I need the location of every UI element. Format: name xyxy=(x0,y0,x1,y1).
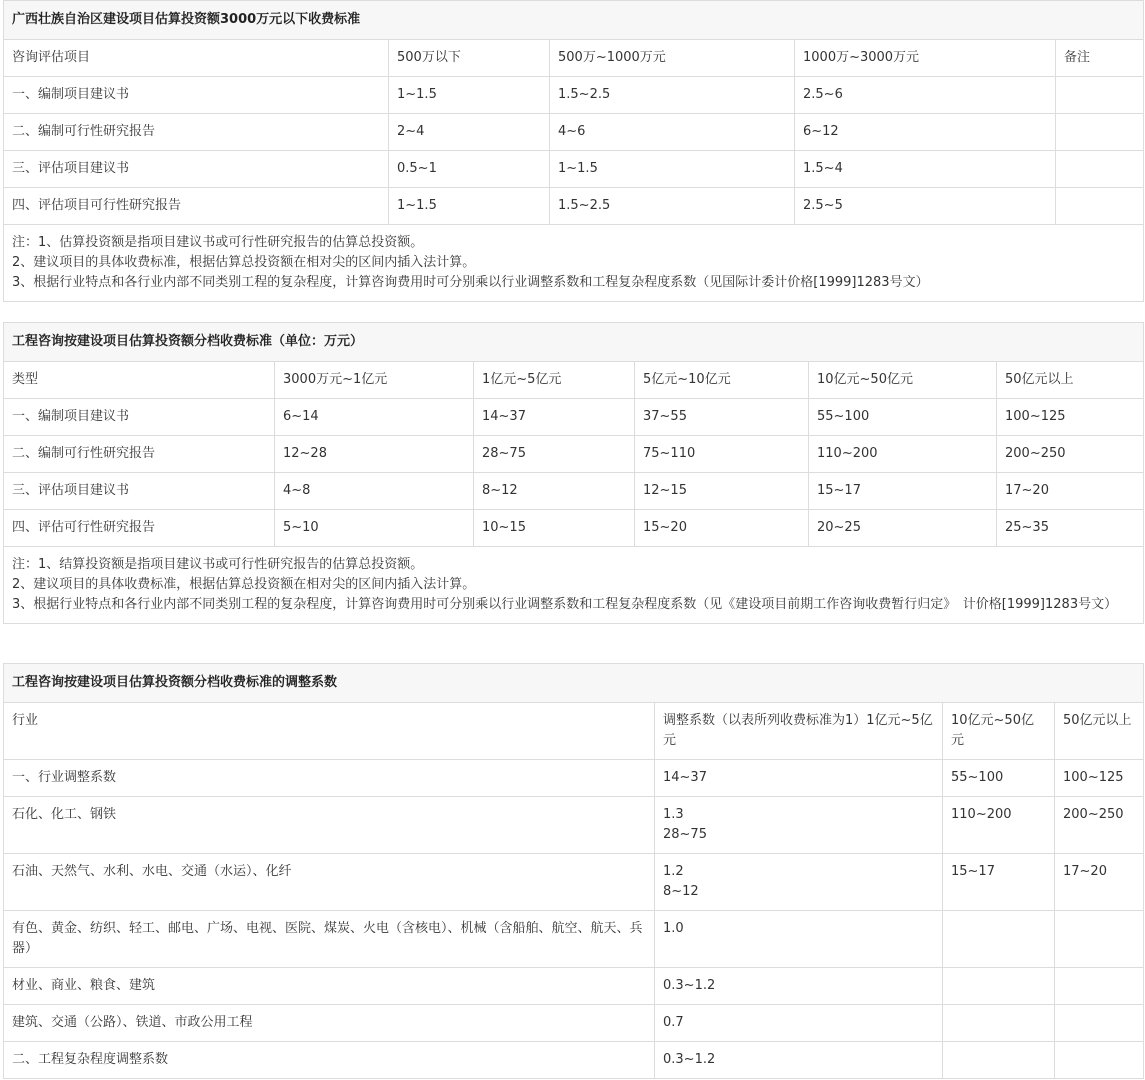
table-cell: 0.3~1.2 xyxy=(655,1042,943,1079)
table-cell xyxy=(1056,77,1144,114)
table-cell: 25~35 xyxy=(997,510,1144,547)
table-cell: 5~10 xyxy=(275,510,474,547)
note-line: 2、建议项目的具体收费标准，根据估算总投资额在相对尖的区间内插入法计算。 xyxy=(12,577,476,592)
table-cell: 200~250 xyxy=(1055,797,1144,854)
table-cell: 37~55 xyxy=(635,399,809,436)
table-cell: 1~1.5 xyxy=(550,151,795,188)
table-cell: 110~200 xyxy=(943,797,1055,854)
table-cell: 4~8 xyxy=(275,473,474,510)
table-row xyxy=(4,436,1144,473)
table-cell: 1.5~2.5 xyxy=(550,188,795,225)
table-header-row xyxy=(4,703,1144,760)
table-cell: 有色、黄金、纺织、轻工、邮电、广场、电视、医院、煤炭、火电（含核电）、机械（含船舶、航空、航天、兵器） xyxy=(4,911,655,968)
table-cell: 建筑、交通（公路）、铁道、市政公用工程 xyxy=(4,1005,655,1042)
fee-standard-table-guangxi xyxy=(3,0,1144,302)
table-cell: 55~100 xyxy=(809,399,997,436)
table-cell: 2.5~6 xyxy=(795,77,1056,114)
table-cell: 12~28 xyxy=(275,436,474,473)
table-row xyxy=(4,510,1144,547)
table-cell: 1.5~4 xyxy=(795,151,1056,188)
table-cell: 四、评估可行性研究报告 xyxy=(4,510,275,547)
table-cell: 200~250 xyxy=(997,436,1144,473)
table-cell xyxy=(1055,1042,1144,1079)
table-title: 工程咨询按建设项目估算投资额分档收费标准（单位：万元） xyxy=(4,323,1144,362)
fee-standard-table-by-investment xyxy=(3,322,1144,624)
header-cell: 行业 xyxy=(4,703,655,760)
table-cell: 三、评估项目建议书 xyxy=(4,151,389,188)
table-cell: 1.2 8~12 xyxy=(655,854,943,911)
header-cell: 500万~1000万元 xyxy=(550,40,795,77)
table-header-row xyxy=(4,362,1144,399)
table-cell xyxy=(1056,151,1144,188)
table-notes xyxy=(4,547,1144,624)
header-cell: 10亿元~50亿元 xyxy=(809,362,997,399)
table-cell: 6~12 xyxy=(795,114,1056,151)
header-cell: 1亿元~5亿元 xyxy=(474,362,635,399)
header-cell: 备注 xyxy=(1056,40,1144,77)
table-cell: 1.3 28~75 xyxy=(655,797,943,854)
table-cell: 8~12 xyxy=(474,473,635,510)
table-cell: 14~37 xyxy=(474,399,635,436)
note-line: 注：1、估算投资额是指项目建议书或可行性研究报告的估算总投资额。 xyxy=(12,235,424,250)
table-cell: 15~17 xyxy=(809,473,997,510)
table-cell: 二、工程复杂程度调整系数 xyxy=(4,1042,655,1079)
adjustment-coefficient-table xyxy=(3,663,1144,1079)
header-cell: 调整系数（以表所列收费标准为1）1亿元~5亿元 xyxy=(655,703,943,760)
header-cell: 500万以下 xyxy=(389,40,550,77)
table-cell: 一、行业调整系数 xyxy=(4,760,655,797)
table-cell: 石油、天然气、水利、水电、交通（水运）、化纤 xyxy=(4,854,655,911)
table-cell xyxy=(943,911,1055,968)
table-row xyxy=(4,968,1144,1005)
table-cell: 10~15 xyxy=(474,510,635,547)
table-cell: 1.5~2.5 xyxy=(550,77,795,114)
table-row xyxy=(4,911,1144,968)
header-cell: 1000万~3000万元 xyxy=(795,40,1056,77)
table-row xyxy=(4,1005,1144,1042)
header-cell: 咨询评估项目 xyxy=(4,40,389,77)
table-header-row xyxy=(4,40,1144,77)
table-cell xyxy=(943,1005,1055,1042)
table-cell: 2.5~5 xyxy=(795,188,1056,225)
header-cell: 3000万元~1亿元 xyxy=(275,362,474,399)
note-line: 3、根据行业特点和各行业内部不同类别工程的复杂程度，计算咨询费用时可分别乘以行业调整系数和工程复杂程度系数（见国际计委计价格[1999]1283号文） xyxy=(12,275,929,290)
table-cell xyxy=(1056,114,1144,151)
table-row xyxy=(4,188,1144,225)
table-cell: 石化、化工、钢铁 xyxy=(4,797,655,854)
table-cell: 四、评估项目可行性研究报告 xyxy=(4,188,389,225)
header-cell: 50亿元以上 xyxy=(997,362,1144,399)
table-row xyxy=(4,114,1144,151)
table-title: 广西壮族自治区建设项目估算投资额3000万元以下收费标准 xyxy=(4,1,1144,40)
table-cell: 材业、商业、粮食、建筑 xyxy=(4,968,655,1005)
table-cell xyxy=(1055,1005,1144,1042)
table-cell: 1.0 xyxy=(655,911,943,968)
table-cell: 12~15 xyxy=(635,473,809,510)
header-cell: 10亿元~50亿元 xyxy=(943,703,1055,760)
header-cell: 5亿元~10亿元 xyxy=(635,362,809,399)
table-cell: 0.5~1 xyxy=(389,151,550,188)
table-cell: 75~110 xyxy=(635,436,809,473)
table-cell xyxy=(1055,968,1144,1005)
table-cell: 1~1.5 xyxy=(389,188,550,225)
header-cell: 50亿元以上 xyxy=(1055,703,1144,760)
note-line: 3、根据行业特点和各行业内部不同类别工程的复杂程度，计算咨询费用时可分别乘以行业调整系数和工程复杂程度系数（见《建设项目前期工作咨询收费暂行归定》 计价格[1999]1283号文） xyxy=(12,597,1118,612)
table-cell xyxy=(943,1042,1055,1079)
table-row xyxy=(4,473,1144,510)
table-cell: 20~25 xyxy=(809,510,997,547)
table-cell: 2~4 xyxy=(389,114,550,151)
note-line: 注：1、结算投资额是指项目建议书或可行性研究报告的估算总投资额。 xyxy=(12,557,424,572)
table-cell: 6~14 xyxy=(275,399,474,436)
table-cell: 二、编制可行性研究报告 xyxy=(4,114,389,151)
table-cell: 一、编制项目建议书 xyxy=(4,399,275,436)
table-row xyxy=(4,77,1144,114)
table-row xyxy=(4,1042,1144,1079)
table-notes xyxy=(4,225,1144,302)
table-cell: 55~100 xyxy=(943,760,1055,797)
table-cell: 15~20 xyxy=(635,510,809,547)
table-row xyxy=(4,399,1144,436)
table-cell: 14~37 xyxy=(655,760,943,797)
table-row xyxy=(4,854,1144,911)
table-cell: 17~20 xyxy=(997,473,1144,510)
table-cell: 一、编制项目建议书 xyxy=(4,77,389,114)
table-cell: 15~17 xyxy=(943,854,1055,911)
table-row xyxy=(4,151,1144,188)
table-cell: 0.7 xyxy=(655,1005,943,1042)
header-cell: 类型 xyxy=(4,362,275,399)
table-row xyxy=(4,797,1144,854)
table-cell: 二、编制可行性研究报告 xyxy=(4,436,275,473)
table-cell: 100~125 xyxy=(997,399,1144,436)
table-cell: 100~125 xyxy=(1055,760,1144,797)
table-cell: 17~20 xyxy=(1055,854,1144,911)
table-title: 工程咨询按建设项目估算投资额分档收费标准的调整系数 xyxy=(4,664,1144,703)
table-cell: 1~1.5 xyxy=(389,77,550,114)
table-cell: 28~75 xyxy=(474,436,635,473)
table-cell: 4~6 xyxy=(550,114,795,151)
table-cell xyxy=(1055,911,1144,968)
table-cell: 110~200 xyxy=(809,436,997,473)
note-line: 2、建议项目的具体收费标准，根据估算总投资额在相对尖的区间内插入法计算。 xyxy=(12,255,476,270)
table-cell: 三、评估项目建议书 xyxy=(4,473,275,510)
table-row xyxy=(4,760,1144,797)
table-cell xyxy=(943,968,1055,1005)
table-cell xyxy=(1056,188,1144,225)
table-cell: 0.3~1.2 xyxy=(655,968,943,1005)
